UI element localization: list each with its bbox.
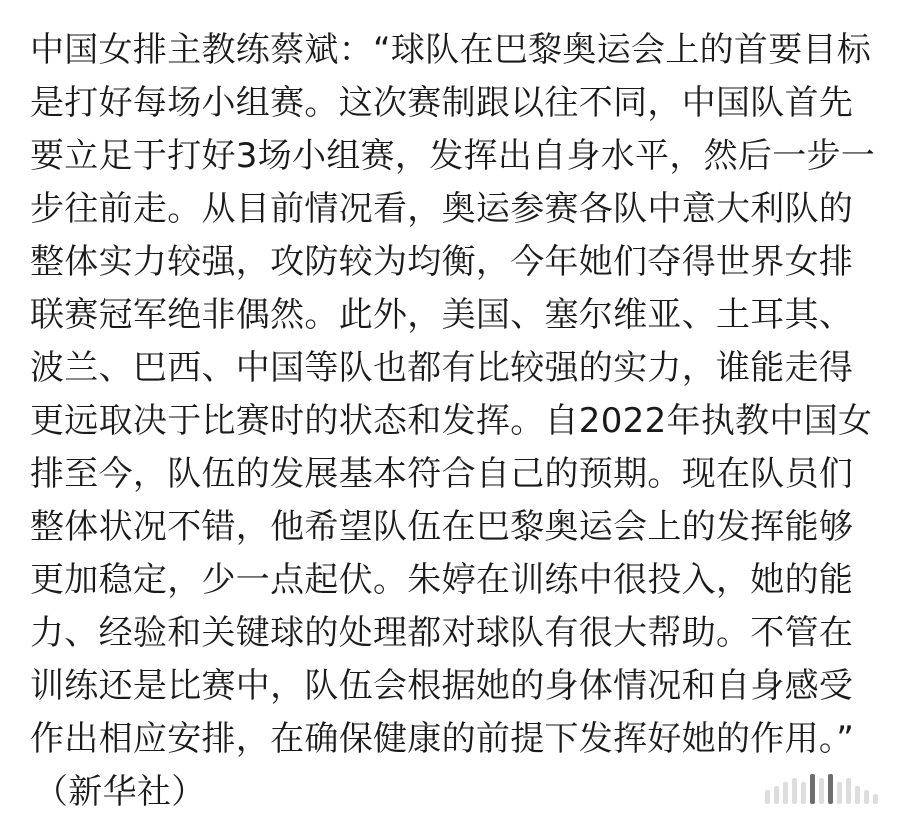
article-line: 作出相应安排，在确保健康的前提下发挥好她的作用。” [30, 719, 855, 759]
article-line: 整体实力较强，攻防较为均衡，今年她们夺得世界女排 [30, 242, 854, 282]
article-line: 是打好每场小组赛。这次赛制跟以往不同，中国队首先 [30, 83, 854, 123]
article-line: 力、经验和关键球的处理都对球队有很大帮助。不管在 [30, 613, 854, 653]
article-line: 中国女排主教练蔡斌：“球队在巴黎奥运会上的首要目标 [30, 30, 872, 70]
article-line: 更远取决于比赛时的状态和发挥。自2022年执教中国女 [30, 401, 873, 441]
article-line: 训练还是比赛中，队伍会根据她的身体情况和自身感受 [30, 666, 854, 706]
article-source: （新华社） [34, 772, 206, 812]
article-body [30, 24, 880, 819]
article-line: 步往前走。从目前情况看，奥运参赛各队中意大利队的 [30, 189, 854, 229]
article-line: 要立足于打好3场小组赛，发挥出自身水平，然后一步一 [30, 136, 876, 176]
article-line: 联赛冠军绝非偶然。此外，美国、塞尔维亚、土耳其、 [30, 295, 854, 335]
article-line: 波兰、巴西、中国等队也都有比较强的实力，谁能走得 [30, 348, 854, 388]
article-line: 整体状况不错，他希望队伍在巴黎奥运会上的发挥能够 [30, 507, 854, 547]
bars-watermark-icon [765, 774, 878, 804]
article-line: 排至今，队伍的发展基本符合自己的预期。现在队员们 [30, 454, 854, 494]
article-line: 更加稳定，少一点起伏。朱婷在训练中很投入，她的能 [30, 560, 854, 600]
